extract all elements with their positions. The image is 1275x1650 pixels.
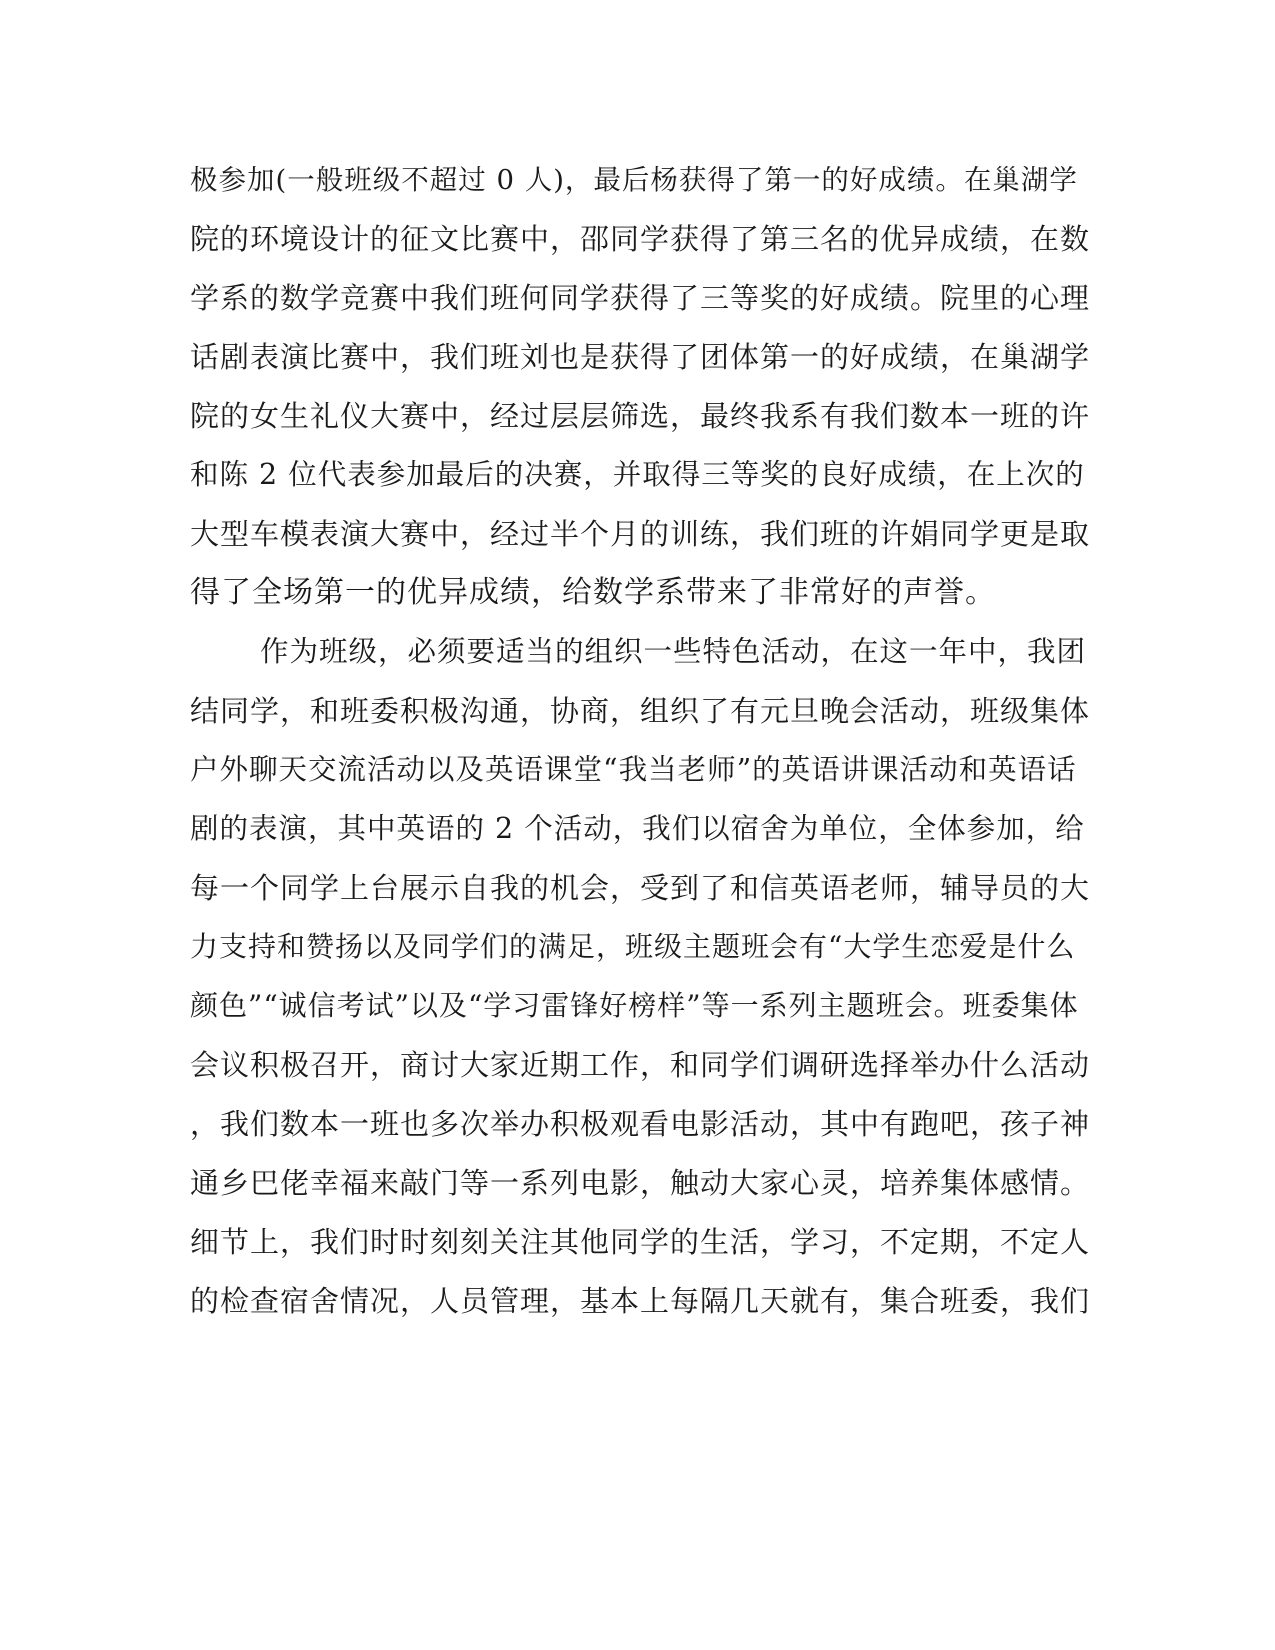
text-line: 得了全场第一的优异成绩，给数学系带来了非常好的声誉。: [190, 575, 996, 610]
text-line: 每一个同学上台展示自我的机会，受到了和信英语老师，辅导员的大: [190, 871, 1091, 905]
text-line: 细节上，我们时时刻刻关注其他同学的生活，学习，不定期，不定人: [190, 1225, 1091, 1259]
text-line: 剧的表演，其中英语的 2 个活动，我们以宿舍为单位，全体参加，给: [190, 812, 1085, 845]
paragraph-first-line: 作为班级，必须要适当的组织一些特色活动，在这一年中，我团: [260, 635, 1087, 668]
text-line: 院的环境设计的征文比赛中，邵同学获得了第三名的优异成绩，在数: [190, 222, 1091, 256]
text-line: 学系的数学竞赛中我们班何同学获得了三等奖的好成绩。院里的心理: [190, 281, 1091, 315]
text-line: 大型车模表演大赛中，经过半个月的训练，我们班的许娟同学更是取: [190, 517, 1091, 551]
text-line: 颜色”“诚信考试”以及“学习雷锋好榜样”等一系列主题班会。班委集体: [190, 989, 1079, 1022]
text-line: 通乡巴佬幸福来敲门等一系列电影，触动大家心灵，培养集体感情。: [190, 1166, 1091, 1200]
text-line: 话剧表演比赛中，我们班刘也是获得了团体第一的好成绩，在巢湖学: [190, 340, 1091, 374]
text-line: 户外聊天交流活动以及英语课堂“我当老师”的英语讲课活动和英语话: [190, 753, 1077, 786]
text-line: 院的女生礼仪大赛中，经过层层筛选，最终我系有我们数本一班的许: [190, 399, 1091, 433]
text-line: 的检查宿舍情况，人员管理，基本上每隔几天就有，集合班委，我们: [190, 1284, 1091, 1318]
text-line: ，我们数本一班也多次举办积极观看电影活动，其中有跑吧，孩子神: [190, 1107, 1091, 1141]
text-line: 极参加(一般班级不超过 0 人)，最后杨获得了第一的好成绩。在巢湖学: [190, 164, 1078, 196]
text-line: 和陈 2 位代表参加最后的决赛，并取得三等奖的良好成绩，在上次的: [190, 458, 1085, 491]
text-line: 力支持和赞扬以及同学们的满足，班级主题班会有“大学生恋爱是什么: [190, 930, 1076, 963]
text-line: 会议积极召开，商讨大家近期工作，和同学们调研选择举办什么活动: [190, 1048, 1091, 1082]
text-line: 结同学，和班委积极沟通，协商，组织了有元旦晚会活动，班级集体: [190, 694, 1091, 728]
